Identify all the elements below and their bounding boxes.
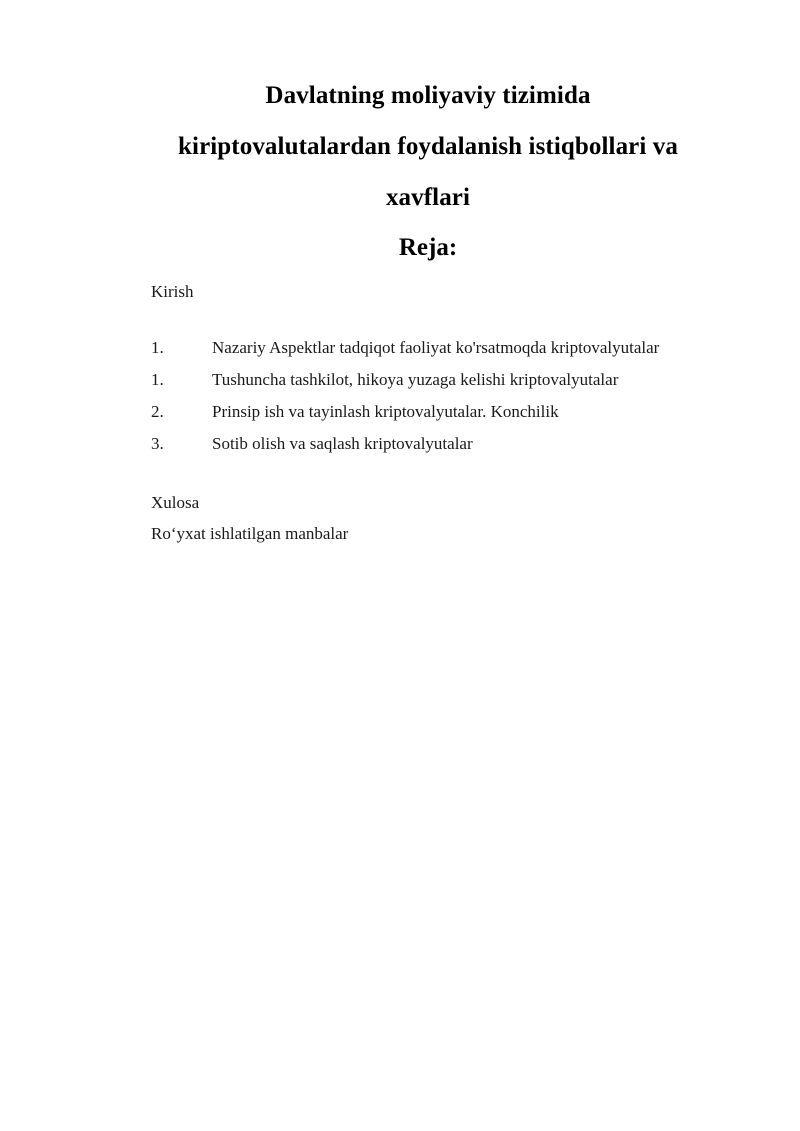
list-item <box>151 396 751 428</box>
references-label: Ro‘yxat ishlatilgan manbalar <box>151 524 349 543</box>
list-item <box>151 332 751 364</box>
list-item-marker: 1. <box>151 338 164 357</box>
contents-body <box>151 281 751 549</box>
list-item-marker: 2. <box>151 402 164 421</box>
list-item-marker: 3. <box>151 434 164 453</box>
list-item-marker: 1. <box>151 370 164 389</box>
list-item <box>151 428 751 460</box>
list-item-label: Tushuncha tashkilot, hikoya yuzaga kelishi kriptovalyutalar <box>212 370 619 389</box>
title-line-1: Davlatning moliyaviy tizimida <box>265 82 591 109</box>
contents-heading: Reja: <box>398 234 458 261</box>
plan-list <box>151 332 751 460</box>
title-line-3: xavflari <box>385 184 471 211</box>
list-item-label: Nazariy Aspektlar tadqiqot faoliyat ko'rsatmoqda kriptovalyutalar <box>212 338 660 357</box>
list-item-label: Prinsip ish va tayinlash kriptovalyutalar. Konchilik <box>212 402 559 421</box>
document-title <box>120 70 736 273</box>
contents-tail <box>151 487 751 549</box>
intro-label: Kirish <box>151 282 194 301</box>
conclusion-label: Xulosa <box>151 493 200 512</box>
title-line-2: kiriptovalutalardan foydalanish istiqbollari va <box>178 133 678 160</box>
list-item <box>151 364 751 396</box>
list-item-label: Sotib olish va saqlash kriptovalyutalar <box>212 434 473 453</box>
